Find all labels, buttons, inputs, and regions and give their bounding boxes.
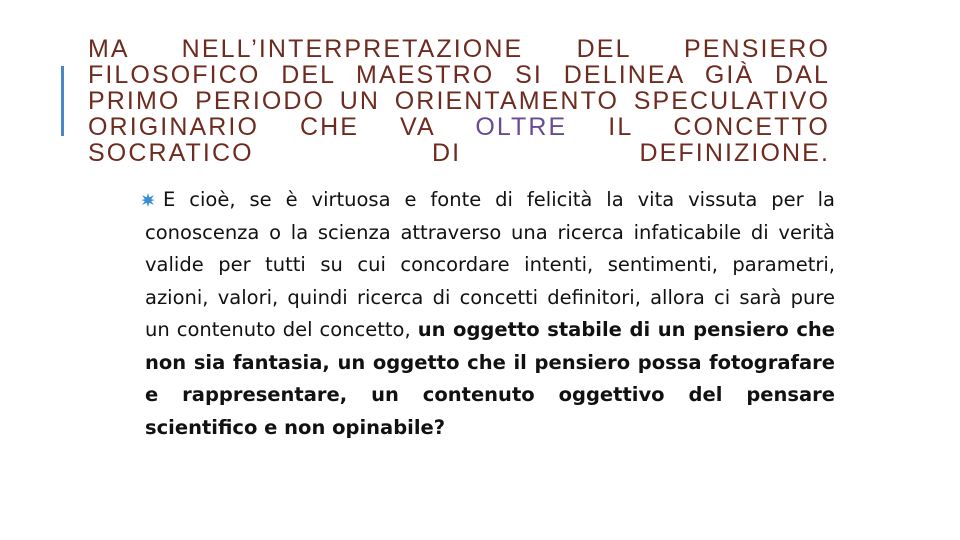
slide-body bbox=[145, 184, 835, 444]
accent-bar bbox=[61, 66, 64, 136]
body-text-bold: un oggetto stabile di un pensiero che non sia fantasia, un oggetto che il pensiero possa fotografare e rappresentare, un contenuto oggettivo del pensare scientifico e non opinabile? bbox=[145, 318, 835, 439]
body-text-normal: E cioè, se è virtuosa e fonte di felicità la vita vissuta per la conoscenza o la scienza attraverso una ricerca infaticabile di verità valide per tutti su cui concordare intenti, sentimenti, parametri, azioni, valori, quindi ricerca di concetti definitori, allora ci sarà pure un contenuto del concetto, bbox=[145, 188, 835, 341]
title-highlight: OLTRE bbox=[475, 113, 568, 141]
slide-title bbox=[88, 36, 830, 166]
title-text-part1: MA NELL’INTERPRETAZIONE DEL PENSIERO FILOSOFICO DEL MAESTRO SI DELINEA GIÀ DAL PRIMO PERIODO UN ORIENTAMENTO SPECULATIVO ORIGINARIO CHE VA bbox=[88, 35, 830, 141]
title-text-part2: IL CONCETTO SOCRATICO DI DEFINIZIONE. bbox=[88, 113, 830, 167]
